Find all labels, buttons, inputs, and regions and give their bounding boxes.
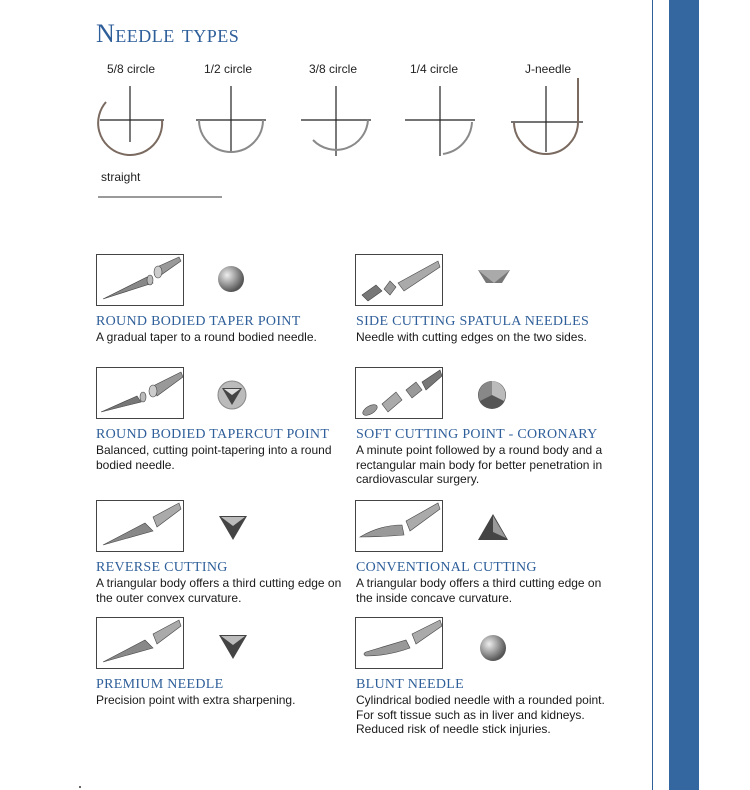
margin-rule — [652, 0, 653, 790]
cross-section-premium-icon — [217, 631, 249, 661]
curve-j-figure — [509, 76, 587, 158]
curve-5-8-figure — [94, 84, 168, 158]
curve-1-2-figure — [194, 84, 268, 158]
page-title: Needle types — [96, 19, 240, 49]
straight-label: straight — [101, 170, 141, 184]
cross-section-triangle-down-icon — [217, 512, 249, 542]
needle-image-conventional-cutting — [355, 500, 443, 552]
needle-title-coronary: SOFT CUTTING POINT - CORONARY — [356, 427, 598, 442]
needle-desc-tapercut: Balanced, cutting point-tapering into a round bodied needle. — [96, 443, 332, 472]
needle-desc-conventional-cutting: A triangular body offers a third cutting edge on the inside concave curvature. — [356, 576, 602, 605]
curve-label-1-2: 1/2 circle — [203, 62, 253, 76]
curve-3-8-figure — [299, 84, 373, 158]
curve-label-1-4: 1/4 circle — [409, 62, 459, 76]
needle-title-tapercut: ROUND BODIED TAPERCUT POINT — [96, 427, 330, 442]
curve-1-4-figure — [403, 84, 477, 158]
curve-label-5-8: 5/8 circle — [106, 62, 156, 76]
needle-title-reverse-cutting: REVERSE CUTTING — [96, 560, 228, 575]
needle-image-blunt — [355, 617, 443, 669]
needle-title-spatula: SIDE CUTTING SPATULA NEEDLES — [356, 314, 590, 329]
cross-section-round-icon — [216, 264, 246, 294]
needle-title-conventional-cutting: CONVENTIONAL CUTTING — [356, 560, 537, 575]
needle-image-taper-point — [96, 254, 184, 306]
corner-dot — [79, 786, 81, 788]
side-band — [669, 0, 699, 790]
curve-label-j: J-needle — [524, 62, 572, 76]
needle-title-taper-point: ROUND BODIED TAPER POINT — [96, 314, 301, 329]
needle-image-tapercut — [96, 367, 184, 419]
needle-image-premium — [96, 617, 184, 669]
cross-section-round-triangle-icon — [216, 379, 248, 411]
curve-label-3-8: 3/8 circle — [308, 62, 358, 76]
needle-desc-reverse-cutting: A triangular body offers a third cutting edge on the outer convex curvature. — [96, 576, 342, 605]
needle-desc-taper-point: A gradual taper to a round bodied needle. — [96, 330, 317, 344]
needle-title-premium: PREMIUM NEEDLE — [96, 677, 224, 692]
needle-image-reverse-cutting — [96, 500, 184, 552]
cross-section-coronary-icon — [476, 379, 508, 411]
cross-section-blunt-icon — [478, 633, 508, 663]
straight-needle-figure — [96, 193, 226, 201]
needle-desc-spatula: Needle with cutting edges on the two sides. — [356, 330, 587, 344]
cross-section-trapezoid-icon — [476, 266, 512, 286]
needle-image-spatula — [355, 254, 443, 306]
needle-desc-premium: Precision point with extra sharpening. — [96, 693, 296, 707]
cross-section-triangle-up-icon — [476, 512, 510, 542]
needle-desc-blunt: Cylindrical bodied needle with a rounded point. For soft tissue such as in liver and kidneys. Reduced risk of needle stick injuries. — [356, 693, 605, 736]
needle-image-coronary — [355, 367, 443, 419]
needle-desc-coronary: A minute point followed by a round body and a rectangular main body for better penetration in cardiovascular surgery. — [356, 443, 603, 486]
needle-title-blunt: BLUNT NEEDLE — [356, 677, 464, 692]
